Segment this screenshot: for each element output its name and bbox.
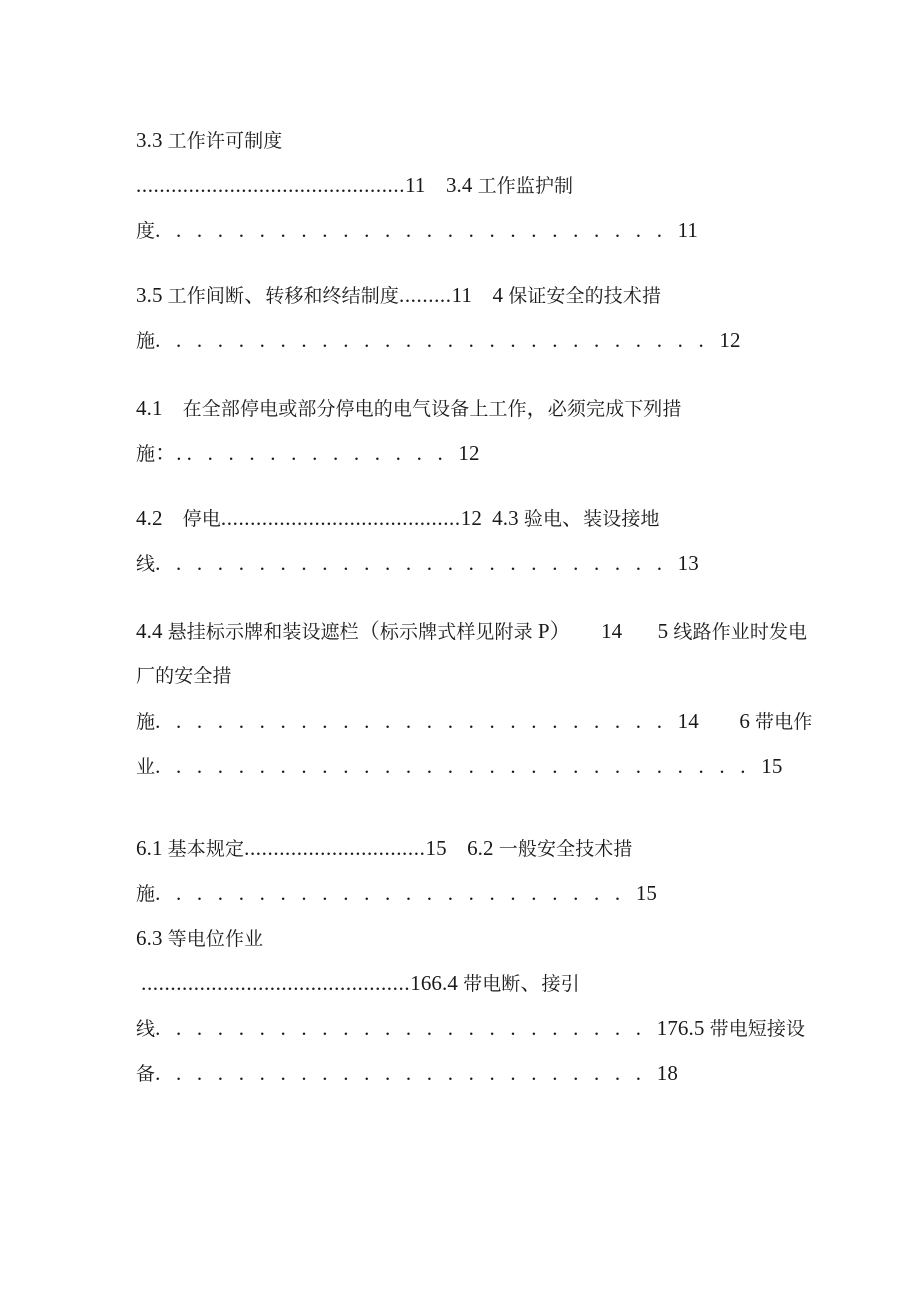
cjk-text: 度: [379, 285, 399, 307]
cjk-text: 措: [662, 398, 682, 420]
cjk-text: 挂: [186, 621, 206, 643]
page-number-or-section: 13: [677, 551, 699, 575]
page-number-or-section: 3.5: [136, 283, 163, 307]
toc-entry-line: [136, 654, 792, 699]
dot-leader: . . . . . . . . . . . . . . . . . . . . . . . . .: [155, 551, 678, 575]
cjk-text: 牌: [418, 621, 438, 643]
cjk-text: 许: [205, 130, 225, 152]
toc-entry-line: [136, 961, 792, 1006]
cjk-text: 度: [136, 220, 156, 242]
toc-entry-line: [136, 318, 792, 363]
cjk-text: 工: [477, 175, 497, 197]
cjk-text: 般: [517, 838, 537, 860]
spacer: [163, 497, 183, 542]
cjk-text: 的: [584, 285, 604, 307]
cjk-text: 的: [155, 665, 175, 687]
page-number-or-section: 3.4: [445, 173, 473, 197]
page-number-or-section: 176.5: [656, 1016, 705, 1040]
dot-leader: . . . . . . . . . . . . . . . . . . . . . . . .: [155, 1061, 657, 1085]
page-number-or-section: 5: [657, 619, 669, 643]
cjk-text: 标: [379, 621, 399, 643]
cjk-text: 安: [536, 838, 557, 860]
cjk-text: 设: [431, 398, 451, 420]
cjk-text: 全: [193, 665, 213, 687]
cjk-text: 电: [259, 398, 279, 420]
cjk-text: 一: [498, 838, 518, 860]
toc-entry[interactable]: [136, 826, 792, 916]
cjk-text: 发: [768, 621, 789, 643]
page-number-or-section: 12: [458, 441, 480, 465]
page-number-or-section: 11: [677, 218, 699, 242]
cjk-text: 作: [496, 175, 516, 197]
page-number-or-section: 11: [405, 173, 426, 197]
cjk-text: 作: [711, 621, 731, 643]
spacer: [482, 497, 492, 542]
cjk-text: 地: [640, 508, 660, 530]
cjk-text: 必: [547, 398, 567, 420]
cjk-text: 施: [136, 711, 156, 733]
table-of-contents: [136, 118, 813, 1096]
cjk-text: 措: [613, 838, 633, 860]
cjk-text: 工: [488, 398, 508, 420]
cjk-text: 断: [225, 285, 245, 307]
cjk-text: 安: [546, 285, 566, 307]
cjk-text: 电: [354, 398, 374, 420]
page-number-or-section: 15: [425, 836, 447, 860]
toc-entry-line: [136, 609, 808, 654]
dot-leader: . . . . . . . . . . . . . . . . . . . . . . . . .: [155, 218, 678, 242]
cjk-text: 路: [692, 621, 712, 643]
cjk-text: 时: [749, 621, 769, 643]
cjk-text: 设: [301, 621, 321, 643]
dot-leader: .........: [398, 283, 452, 307]
spacer: [472, 274, 492, 319]
toc-entry-line: [136, 1006, 806, 1051]
toc-entry[interactable]: [136, 386, 792, 476]
cjk-text: 工: [167, 130, 187, 152]
cjk-text: 和: [263, 621, 283, 643]
toc-entry-line: [136, 541, 792, 586]
cjk-text: 下: [624, 398, 644, 420]
cjk-text: 成: [605, 398, 625, 420]
cjk-text: 部: [220, 398, 240, 420]
page-number-or-section: 3.3: [136, 128, 163, 152]
cjk-text: 式: [437, 621, 457, 643]
page-number-or-section: 15: [761, 754, 783, 778]
cjk-text: 厂: [136, 665, 156, 687]
cjk-text: 措: [212, 665, 232, 687]
toc-entry-line: [136, 744, 792, 789]
cjk-text: 接: [766, 1018, 787, 1040]
cjk-text: 设: [602, 508, 622, 530]
cjk-text: 接: [621, 508, 641, 530]
cjk-text: 本: [186, 838, 206, 860]
dot-leader: . . . . . . . . . . . . . . . . . . . . . . . . .: [155, 709, 678, 733]
cjk-text: 作: [225, 928, 245, 950]
cjk-text: 停: [335, 398, 355, 420]
cjk-text: 移: [284, 285, 304, 307]
cjk-text: 附: [494, 621, 514, 643]
page-number-or-section: 18: [656, 1061, 678, 1085]
page-number-or-section: 15: [635, 881, 658, 905]
toc-entry[interactable]: [136, 916, 806, 1096]
toc-entry-line: [136, 118, 792, 163]
spacer: [699, 700, 740, 745]
cjk-text: 规: [205, 838, 225, 860]
page-number-or-section: 166.4: [410, 971, 458, 995]
dot-leader: ..............................................: [141, 971, 411, 995]
cjk-text: 的: [373, 398, 393, 420]
cjk-text: 标: [205, 621, 225, 643]
page-number-or-section: 4.3: [492, 506, 519, 530]
cjk-text: 定: [225, 838, 245, 860]
cjk-text: 栏: [339, 621, 359, 643]
cjk-text: 带: [709, 1018, 729, 1040]
spacer: [163, 387, 183, 432]
page-number-or-section: 6: [739, 709, 750, 733]
cjk-text: 上: [469, 398, 489, 420]
cjk-text: 结: [341, 285, 361, 307]
cjk-text: 证: [527, 285, 547, 307]
toc-entry[interactable]: [136, 118, 792, 253]
page-number-or-section: 4: [492, 283, 504, 307]
cjk-text: 技: [575, 838, 595, 860]
cjk-text: 度: [263, 130, 283, 152]
toc-entry[interactable]: [136, 273, 792, 363]
toc-entry-line: [136, 826, 792, 871]
cjk-text: 业: [730, 621, 750, 643]
cjk-text: 装: [583, 508, 603, 530]
toc-entry[interactable]: [136, 496, 792, 586]
cjk-text: 部: [297, 398, 317, 420]
cjk-text: 制: [554, 175, 574, 197]
page-number-or-section: ，: [526, 396, 548, 420]
toc-entry-line: [136, 1051, 792, 1096]
toc-entry-line: [136, 273, 792, 318]
cjk-text: 术: [622, 285, 642, 307]
cjk-text: 引: [560, 973, 580, 995]
page-number-or-section: 4.1: [136, 396, 163, 420]
cjk-text: 气: [411, 398, 432, 420]
page-number-or-section: ：.: [155, 441, 182, 465]
cjk-text: 电: [201, 508, 221, 530]
cjk-text: 装: [282, 621, 302, 643]
cjk-text: 全: [556, 838, 576, 860]
cjk-text: 须: [566, 398, 586, 420]
cjk-text: 终: [322, 285, 342, 307]
page-number-or-section: 11: [451, 283, 473, 307]
cjk-text: 电: [392, 398, 412, 420]
cjk-text: 术: [594, 838, 614, 860]
page-number-or-section: （: [358, 619, 380, 643]
cjk-text: 制: [244, 130, 264, 152]
cjk-text: 线: [136, 553, 156, 575]
page-number-or-section: 6.3: [136, 926, 163, 950]
dot-leader: . . . . . . . . . . . . . . . . . . . . . . . .: [155, 1016, 657, 1040]
dot-leader: . . . . . . . . . . . . .: [186, 441, 459, 465]
toc-entry[interactable]: [136, 609, 813, 789]
cjk-text: 转: [265, 285, 285, 307]
cjk-text: 带: [755, 711, 775, 733]
cjk-text: 断: [501, 973, 521, 995]
toc-entry-line: [136, 871, 792, 916]
cjk-text: 示: [225, 621, 245, 643]
page-number-or-section: 14: [677, 709, 699, 733]
spacer: [571, 610, 601, 655]
cjk-text: 保: [508, 285, 528, 307]
cjk-text: 示: [398, 621, 419, 643]
spacer: [426, 164, 446, 209]
cjk-text: 录: [513, 621, 533, 643]
toc-entry-line: [136, 496, 792, 541]
cjk-text: 护: [534, 175, 555, 197]
page-number-or-section: 6.2: [467, 836, 494, 860]
page-number-or-section: P）: [537, 619, 571, 643]
cjk-text: 技: [603, 285, 623, 307]
toc-entry-line: [136, 386, 792, 431]
cjk-text: 遮: [320, 621, 340, 643]
cjk-text: 全: [201, 398, 221, 420]
cjk-text: 施: [136, 883, 156, 905]
cjk-text: 工: [167, 285, 187, 307]
dot-leader: . . . . . . . . . . . . . . . . . . . . . . . . . . .: [155, 328, 720, 352]
cjk-text: 和: [303, 285, 323, 307]
dot-leader: .........................................: [220, 506, 461, 530]
dot-leader: ...............................: [244, 836, 426, 860]
page-number-or-section: 6.1: [136, 836, 163, 860]
cjk-text: 作: [507, 398, 527, 420]
cjk-text: 作: [793, 711, 813, 733]
cjk-text: 完: [585, 398, 606, 420]
cjk-text: 作: [186, 130, 206, 152]
cjk-text: 验: [523, 508, 543, 530]
cjk-text: 业: [136, 756, 156, 778]
page-number-or-section: 12: [719, 328, 741, 352]
cjk-text: 停: [240, 398, 260, 420]
toc-entry-line: [136, 208, 792, 253]
cjk-text: 在: [182, 398, 202, 420]
spacer: [622, 610, 657, 655]
dot-leader: . . . . . . . . . . . . . . . . . . . . . . . . . . . . .: [155, 754, 762, 778]
cjk-text: 接: [541, 973, 561, 995]
page-number-or-section: 4.2: [136, 506, 163, 530]
cjk-text: 设: [786, 1018, 806, 1040]
page-number-or-section: 12: [460, 506, 482, 530]
cjk-text: 短: [747, 1018, 767, 1040]
toc-entry-line: [136, 431, 792, 476]
cjk-text: 可: [225, 130, 245, 152]
toc-entry-line: [136, 916, 792, 961]
cjk-text: 备: [136, 1063, 156, 1085]
cjk-text: 安: [174, 665, 194, 687]
cjk-text: 列: [643, 398, 663, 420]
cjk-text: 见: [475, 621, 495, 643]
cjk-text: 电: [482, 973, 502, 995]
cjk-text: 制: [360, 285, 380, 307]
page-number-or-section: 4.4: [136, 619, 163, 643]
cjk-text: 电: [774, 711, 794, 733]
toc-entry-line: [136, 699, 813, 744]
cjk-text: 悬: [167, 621, 187, 643]
cjk-text: 线: [673, 621, 693, 643]
cjk-text: 位: [205, 928, 225, 950]
cjk-text: 施: [136, 443, 156, 465]
cjk-text: 间: [205, 285, 225, 307]
page-number-or-section: 、: [244, 283, 266, 307]
cjk-text: 分: [316, 398, 336, 420]
page-number-or-section: 、: [562, 506, 584, 530]
cjk-text: 电: [728, 1018, 748, 1040]
cjk-text: 带: [463, 973, 483, 995]
cjk-text: 措: [641, 285, 662, 307]
dot-leader: ..............................................: [136, 173, 406, 197]
cjk-text: 施: [136, 330, 156, 352]
toc-entry-line: [136, 163, 792, 208]
cjk-text: 样: [456, 621, 476, 643]
cjk-text: 电: [542, 508, 563, 530]
cjk-text: 作: [186, 285, 206, 307]
cjk-text: 基: [167, 838, 187, 860]
cjk-text: 线: [136, 1018, 156, 1040]
page-number-or-section: 14: [601, 619, 623, 643]
dot-leader: . . . . . . . . . . . . . . . . . . . . . . .: [155, 881, 636, 905]
cjk-text: 电: [186, 928, 206, 950]
cjk-text: 业: [244, 928, 264, 950]
spacer: [447, 827, 467, 872]
page-number-or-section: 、: [520, 971, 542, 995]
cjk-text: 停: [182, 508, 202, 530]
cjk-text: 牌: [244, 621, 264, 643]
cjk-text: 监: [515, 175, 535, 197]
cjk-text: 备: [450, 398, 470, 420]
cjk-text: 等: [167, 928, 187, 950]
cjk-text: 或: [278, 398, 298, 420]
cjk-text: 全: [565, 285, 585, 307]
cjk-text: 电: [788, 621, 808, 643]
